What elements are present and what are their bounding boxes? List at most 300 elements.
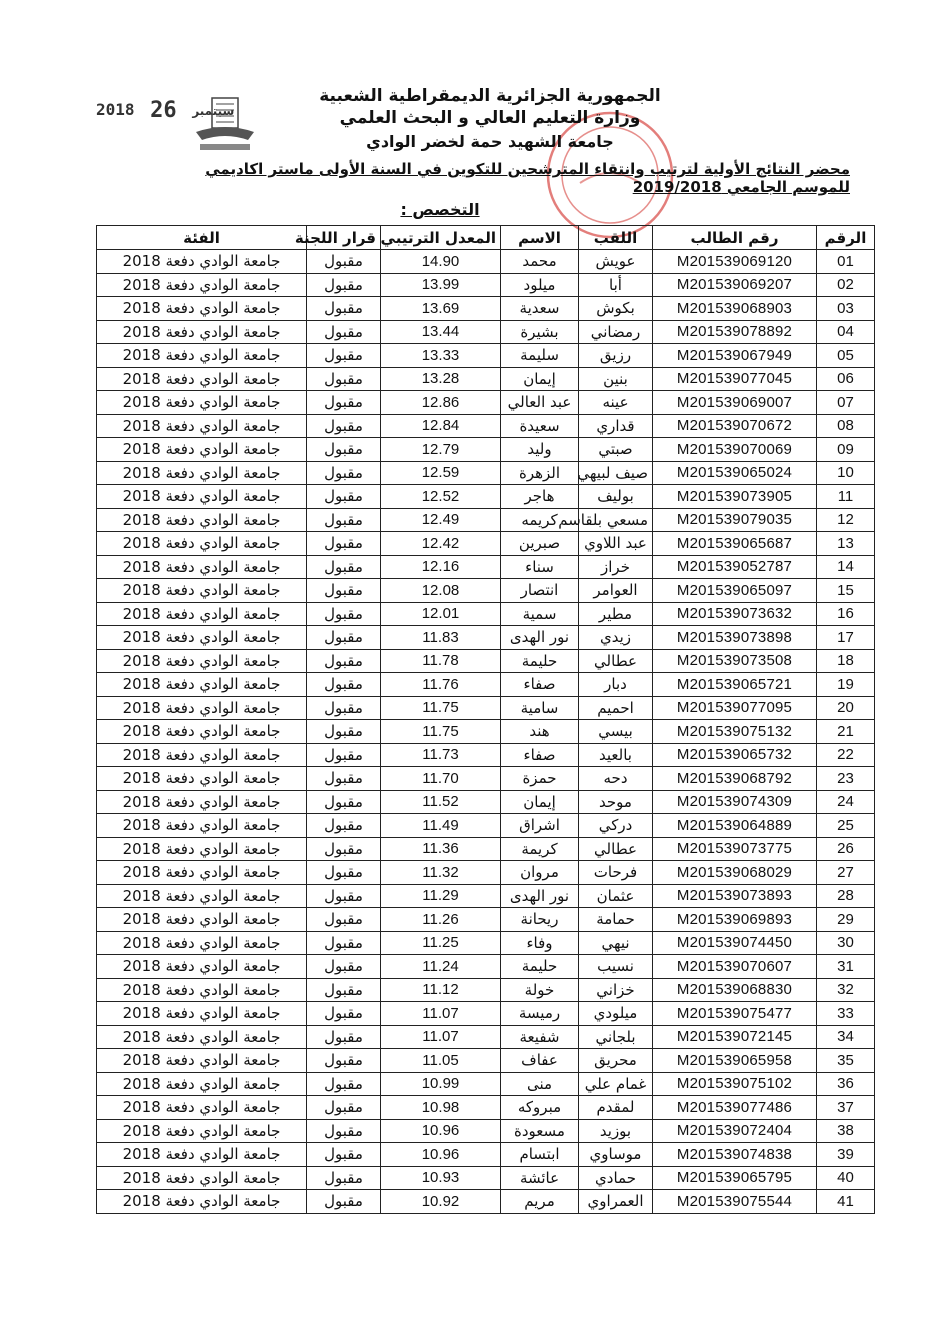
- cell-name: منى: [501, 1072, 579, 1096]
- cell-num: 28: [817, 884, 875, 908]
- cell-name: ميلود: [501, 273, 579, 297]
- cell-average: 10.99: [381, 1072, 501, 1096]
- cell-decision: مقبول: [307, 414, 381, 438]
- cell-average: 11.24: [381, 955, 501, 979]
- cell-decision: مقبول: [307, 1072, 381, 1096]
- cell-surname: موساوي: [579, 1143, 653, 1167]
- cell-num: 02: [817, 273, 875, 297]
- table-row: [97, 931, 875, 955]
- cell-surname: لمقدم: [579, 1096, 653, 1120]
- cell-decision: مقبول: [307, 461, 381, 485]
- cell-surname: قداري: [579, 414, 653, 438]
- cell-student-id: M201539075544: [653, 1190, 817, 1214]
- cell-num: 17: [817, 626, 875, 650]
- cell-num: 27: [817, 861, 875, 885]
- cell-surname: العوامر: [579, 579, 653, 603]
- cell-surname: عطالي: [579, 837, 653, 861]
- cell-average: 11.75: [381, 696, 501, 720]
- cell-category: جامعة الوادي دفعة 2018: [97, 250, 307, 274]
- cell-num: 29: [817, 908, 875, 932]
- cell-num: 05: [817, 344, 875, 368]
- cell-category: جامعة الوادي دفعة 2018: [97, 1002, 307, 1026]
- cell-student-id: M201539065732: [653, 743, 817, 767]
- cell-surname: حمادي: [579, 1166, 653, 1190]
- cell-category: جامعة الوادي دفعة 2018: [97, 414, 307, 438]
- table-row: [97, 579, 875, 603]
- cell-num: 13: [817, 532, 875, 556]
- cell-student-id: M201539073893: [653, 884, 817, 908]
- cell-average: 12.52: [381, 485, 501, 509]
- cell-average: 12.49: [381, 508, 501, 532]
- cell-num: 10: [817, 461, 875, 485]
- cell-name: صبرين: [501, 532, 579, 556]
- cell-student-id: M201539065721: [653, 673, 817, 697]
- cell-category: جامعة الوادي دفعة 2018: [97, 1166, 307, 1190]
- cell-category: جامعة الوادي دفعة 2018: [97, 720, 307, 744]
- cell-name: اشراق: [501, 814, 579, 838]
- cell-decision: مقبول: [307, 320, 381, 344]
- cell-name: حليمة: [501, 955, 579, 979]
- cell-average: 12.42: [381, 532, 501, 556]
- cell-num: 39: [817, 1143, 875, 1167]
- cell-decision: مقبول: [307, 837, 381, 861]
- cell-average: 12.84: [381, 414, 501, 438]
- cell-category: جامعة الوادي دفعة 2018: [97, 743, 307, 767]
- cell-num: 37: [817, 1096, 875, 1120]
- cell-student-id: M201539070069: [653, 438, 817, 462]
- cell-name: إيمان: [501, 367, 579, 391]
- cell-average: 12.79: [381, 438, 501, 462]
- cell-average: 14.90: [381, 250, 501, 274]
- cell-category: جامعة الوادي دفعة 2018: [97, 978, 307, 1002]
- cell-average: 11.73: [381, 743, 501, 767]
- cell-category: جامعة الوادي دفعة 2018: [97, 884, 307, 908]
- cell-num: 07: [817, 391, 875, 415]
- cell-num: 11: [817, 485, 875, 509]
- cell-name: عائشة: [501, 1166, 579, 1190]
- cell-average: 10.96: [381, 1143, 501, 1167]
- cell-student-id: M201539068830: [653, 978, 817, 1002]
- table-row: [97, 673, 875, 697]
- cell-decision: مقبول: [307, 344, 381, 368]
- cell-decision: مقبول: [307, 931, 381, 955]
- cell-category: جامعة الوادي دفعة 2018: [97, 767, 307, 791]
- table-row: [97, 720, 875, 744]
- cell-num: 38: [817, 1119, 875, 1143]
- cell-name: مروان: [501, 861, 579, 885]
- cell-decision: مقبول: [307, 673, 381, 697]
- table-row: [97, 602, 875, 626]
- cell-category: جامعة الوادي دفعة 2018: [97, 555, 307, 579]
- table-row: [97, 461, 875, 485]
- cell-student-id: M201539073632: [653, 602, 817, 626]
- table-row: [97, 908, 875, 932]
- cell-num: 26: [817, 837, 875, 861]
- cell-category: جامعة الوادي دفعة 2018: [97, 344, 307, 368]
- cell-decision: مقبول: [307, 1096, 381, 1120]
- cell-decision: مقبول: [307, 1166, 381, 1190]
- date-year: 2018: [96, 100, 135, 119]
- cell-decision: مقبول: [307, 1190, 381, 1214]
- cell-category: جامعة الوادي دفعة 2018: [97, 461, 307, 485]
- cell-student-id: M201539070672: [653, 414, 817, 438]
- table-row: [97, 861, 875, 885]
- cell-student-id: M201539074450: [653, 931, 817, 955]
- cell-num: 32: [817, 978, 875, 1002]
- cell-decision: مقبول: [307, 250, 381, 274]
- table-row: [97, 555, 875, 579]
- cell-student-id: M201539074838: [653, 1143, 817, 1167]
- cell-decision: مقبول: [307, 978, 381, 1002]
- cell-student-id: M201539068903: [653, 297, 817, 321]
- table-row: [97, 250, 875, 274]
- cell-category: جامعة الوادي دفعة 2018: [97, 1049, 307, 1073]
- cell-average: 11.05: [381, 1049, 501, 1073]
- col-header-average: المعدل الترتيبي: [381, 226, 501, 250]
- table-row: [97, 955, 875, 979]
- table-row: [97, 320, 875, 344]
- cell-name: ريحانة: [501, 908, 579, 932]
- cell-num: 04: [817, 320, 875, 344]
- cell-average: 11.83: [381, 626, 501, 650]
- cell-surname: زيدي: [579, 626, 653, 650]
- cell-decision: مقبول: [307, 391, 381, 415]
- cell-surname: رزيق: [579, 344, 653, 368]
- cell-student-id: M201539075132: [653, 720, 817, 744]
- table-row: [97, 696, 875, 720]
- cell-student-id: M201539052787: [653, 555, 817, 579]
- cell-average: 11.75: [381, 720, 501, 744]
- cell-student-id: M201539068792: [653, 767, 817, 791]
- cell-surname: فرحات: [579, 861, 653, 885]
- table-row: [97, 767, 875, 791]
- cell-surname: عينه: [579, 391, 653, 415]
- table-row: [97, 1072, 875, 1096]
- cell-decision: مقبول: [307, 790, 381, 814]
- cell-decision: مقبول: [307, 908, 381, 932]
- table-row: [97, 1002, 875, 1026]
- col-header-category: الفئة: [97, 226, 307, 250]
- cell-category: جامعة الوادي دفعة 2018: [97, 485, 307, 509]
- cell-category: جامعة الوادي دفعة 2018: [97, 790, 307, 814]
- cell-category: جامعة الوادي دفعة 2018: [97, 602, 307, 626]
- table-row: [97, 837, 875, 861]
- cell-name: كريمه: [501, 508, 579, 532]
- cell-decision: مقبول: [307, 955, 381, 979]
- cell-decision: مقبول: [307, 532, 381, 556]
- cell-num: 40: [817, 1166, 875, 1190]
- table-row: [97, 790, 875, 814]
- cell-average: 13.99: [381, 273, 501, 297]
- cell-decision: مقبول: [307, 696, 381, 720]
- cell-decision: مقبول: [307, 767, 381, 791]
- cell-name: محمد: [501, 250, 579, 274]
- table-row: [97, 1166, 875, 1190]
- cell-name: مريم: [501, 1190, 579, 1214]
- cell-student-id: M201539064889: [653, 814, 817, 838]
- cell-name: حمزة: [501, 767, 579, 791]
- cell-surname: رمضاني: [579, 320, 653, 344]
- cell-category: جامعة الوادي دفعة 2018: [97, 1025, 307, 1049]
- cell-name: انتصار: [501, 579, 579, 603]
- document-header: [0, 0, 950, 230]
- cell-student-id: M201539065687: [653, 532, 817, 556]
- cell-num: 20: [817, 696, 875, 720]
- cell-average: 13.69: [381, 297, 501, 321]
- cell-category: جامعة الوادي دفعة 2018: [97, 320, 307, 344]
- cell-student-id: M201539069120: [653, 250, 817, 274]
- table-row: [97, 884, 875, 908]
- cell-decision: مقبول: [307, 884, 381, 908]
- cell-category: جامعة الوادي دفعة 2018: [97, 837, 307, 861]
- cell-category: جامعة الوادي دفعة 2018: [97, 673, 307, 697]
- cell-surname: موحد: [579, 790, 653, 814]
- cell-surname: خزاني: [579, 978, 653, 1002]
- cell-surname: عثمان: [579, 884, 653, 908]
- cell-decision: مقبول: [307, 1049, 381, 1073]
- cell-student-id: M201539075102: [653, 1072, 817, 1096]
- cell-student-id: M201539067949: [653, 344, 817, 368]
- cell-average: 11.26: [381, 908, 501, 932]
- cell-decision: مقبول: [307, 1119, 381, 1143]
- cell-category: جامعة الوادي دفعة 2018: [97, 1072, 307, 1096]
- cell-name: الزهرة: [501, 461, 579, 485]
- cell-average: 11.07: [381, 1025, 501, 1049]
- cell-category: جامعة الوادي دفعة 2018: [97, 649, 307, 673]
- cell-category: جامعة الوادي دفعة 2018: [97, 273, 307, 297]
- cell-surname: محريق: [579, 1049, 653, 1073]
- cell-name: هاجر: [501, 485, 579, 509]
- cell-student-id: M201539065958: [653, 1049, 817, 1073]
- table-header-row: [97, 226, 875, 250]
- cell-decision: مقبول: [307, 438, 381, 462]
- cell-name: صفاء: [501, 743, 579, 767]
- cell-decision: مقبول: [307, 743, 381, 767]
- table-row: [97, 814, 875, 838]
- cell-category: جامعة الوادي دفعة 2018: [97, 814, 307, 838]
- cell-student-id: M201539078892: [653, 320, 817, 344]
- cell-num: 33: [817, 1002, 875, 1026]
- table-row: [97, 1190, 875, 1214]
- cell-decision: مقبول: [307, 814, 381, 838]
- cell-average: 11.49: [381, 814, 501, 838]
- cell-decision: مقبول: [307, 861, 381, 885]
- cell-decision: مقبول: [307, 485, 381, 509]
- table-row: [97, 1025, 875, 1049]
- cell-name: مسعودة: [501, 1119, 579, 1143]
- cell-num: 31: [817, 955, 875, 979]
- university-line: جامعة الشهيد حمة لخضر الوادي: [366, 132, 614, 151]
- cell-average: 11.25: [381, 931, 501, 955]
- cell-student-id: M201539068029: [653, 861, 817, 885]
- cell-num: 18: [817, 649, 875, 673]
- cell-name: شفيعة: [501, 1025, 579, 1049]
- cell-average: 12.59: [381, 461, 501, 485]
- cell-decision: مقبول: [307, 626, 381, 650]
- cell-student-id: M201539073898: [653, 626, 817, 650]
- cell-surname: صيف لبيهي: [579, 461, 653, 485]
- cell-average: 12.86: [381, 391, 501, 415]
- cell-average: 11.52: [381, 790, 501, 814]
- cell-category: جامعة الوادي دفعة 2018: [97, 696, 307, 720]
- cell-surname: مسعي بلقاسم: [579, 508, 653, 532]
- cell-student-id: M201539070607: [653, 955, 817, 979]
- cell-category: جامعة الوادي دفعة 2018: [97, 367, 307, 391]
- cell-student-id: M201539072145: [653, 1025, 817, 1049]
- cell-name: نور الهدى: [501, 626, 579, 650]
- cell-surname: صبتي: [579, 438, 653, 462]
- cell-name: كريمة: [501, 837, 579, 861]
- cell-student-id: M201539077486: [653, 1096, 817, 1120]
- cell-student-id: M201539077095: [653, 696, 817, 720]
- cell-average: 12.16: [381, 555, 501, 579]
- cell-student-id: M201539079035: [653, 508, 817, 532]
- table-row: [97, 743, 875, 767]
- cell-average: 13.28: [381, 367, 501, 391]
- col-header-student-id: رقم الطالب: [653, 226, 817, 250]
- cell-category: جامعة الوادي دفعة 2018: [97, 908, 307, 932]
- table-row: [97, 1049, 875, 1073]
- cell-decision: مقبول: [307, 1002, 381, 1026]
- cell-surname: بالعيد: [579, 743, 653, 767]
- cell-name: مبروكه: [501, 1096, 579, 1120]
- cell-name: وفاء: [501, 931, 579, 955]
- cell-num: 36: [817, 1072, 875, 1096]
- table-row: [97, 273, 875, 297]
- cell-average: 11.70: [381, 767, 501, 791]
- cell-average: 11.78: [381, 649, 501, 673]
- cell-name: سناء: [501, 555, 579, 579]
- cell-surname: عطالي: [579, 649, 653, 673]
- cell-decision: مقبول: [307, 649, 381, 673]
- cell-name: سمية: [501, 602, 579, 626]
- cell-name: سعدية: [501, 297, 579, 321]
- cell-student-id: M201539065795: [653, 1166, 817, 1190]
- cell-surname: خراز: [579, 555, 653, 579]
- cell-decision: مقبول: [307, 297, 381, 321]
- cell-category: جامعة الوادي دفعة 2018: [97, 438, 307, 462]
- cell-num: 09: [817, 438, 875, 462]
- cell-num: 25: [817, 814, 875, 838]
- cell-average: 13.44: [381, 320, 501, 344]
- results-table: [96, 225, 875, 1214]
- cell-num: 24: [817, 790, 875, 814]
- table-row: [97, 649, 875, 673]
- table-row: [97, 485, 875, 509]
- cell-surname: احميم: [579, 696, 653, 720]
- cell-name: نور الهدى: [501, 884, 579, 908]
- cell-average: 11.12: [381, 978, 501, 1002]
- ministry-line: وزارة التعليم العالي و البحث العلمي: [339, 108, 641, 128]
- cell-category: جامعة الوادي دفعة 2018: [97, 931, 307, 955]
- col-header-decision: قرار اللجنة: [307, 226, 381, 250]
- cell-category: جامعة الوادي دفعة 2018: [97, 1190, 307, 1214]
- cell-decision: مقبول: [307, 508, 381, 532]
- cell-category: جامعة الوادي دفعة 2018: [97, 955, 307, 979]
- table-row: [97, 532, 875, 556]
- cell-student-id: M201539073775: [653, 837, 817, 861]
- cell-surname: دبار: [579, 673, 653, 697]
- cell-student-id: M201539069007: [653, 391, 817, 415]
- cell-student-id: M201539077045: [653, 367, 817, 391]
- cell-name: سعيدة: [501, 414, 579, 438]
- cell-num: 06: [817, 367, 875, 391]
- cell-average: 10.92: [381, 1190, 501, 1214]
- cell-name: بشيرة: [501, 320, 579, 344]
- cell-average: 11.07: [381, 1002, 501, 1026]
- cell-name: حليمة: [501, 649, 579, 673]
- table-row: [97, 367, 875, 391]
- cell-student-id: M201539074309: [653, 790, 817, 814]
- table-row: [97, 297, 875, 321]
- cell-num: 35: [817, 1049, 875, 1073]
- table-row: [97, 626, 875, 650]
- table-row: [97, 438, 875, 462]
- cell-surname: عبد اللاوي: [579, 532, 653, 556]
- cell-surname: نيهي: [579, 931, 653, 955]
- cell-decision: مقبول: [307, 602, 381, 626]
- cell-name: سامية: [501, 696, 579, 720]
- date-month: سبتمبر: [192, 104, 235, 118]
- table-row: [97, 414, 875, 438]
- cell-surname: مطير: [579, 602, 653, 626]
- cell-category: جامعة الوادي دفعة 2018: [97, 297, 307, 321]
- cell-average: 11.29: [381, 884, 501, 908]
- table-row: [97, 344, 875, 368]
- table-row: [97, 508, 875, 532]
- cell-decision: مقبول: [307, 273, 381, 297]
- col-header-surname: اللقب: [579, 226, 653, 250]
- cell-surname: أبا: [579, 273, 653, 297]
- specialty-label: التخصص :: [400, 200, 480, 219]
- cell-surname: بيسي: [579, 720, 653, 744]
- cell-decision: مقبول: [307, 1025, 381, 1049]
- table-row: [97, 1096, 875, 1120]
- cell-decision: مقبول: [307, 720, 381, 744]
- cell-category: جامعة الوادي دفعة 2018: [97, 626, 307, 650]
- cell-num: 23: [817, 767, 875, 791]
- cell-surname: دركي: [579, 814, 653, 838]
- cell-decision: مقبول: [307, 1143, 381, 1167]
- cell-category: جامعة الوادي دفعة 2018: [97, 1143, 307, 1167]
- document-title: محضر النتائج الأولية لترتيب وانتقاء المترشحين للتكوين في السنة الأولى ماستر اكاديمي للموسم الجامعي 2019/2018: [205, 160, 850, 196]
- cell-student-id: M201539069207: [653, 273, 817, 297]
- cell-category: جامعة الوادي دفعة 2018: [97, 1119, 307, 1143]
- table-row: [97, 391, 875, 415]
- table-row: [97, 1143, 875, 1167]
- cell-student-id: M201539065024: [653, 461, 817, 485]
- cell-average: 12.08: [381, 579, 501, 603]
- cell-surname: حمامة: [579, 908, 653, 932]
- cell-num: 22: [817, 743, 875, 767]
- cell-num: 14: [817, 555, 875, 579]
- cell-name: هند: [501, 720, 579, 744]
- cell-decision: مقبول: [307, 555, 381, 579]
- cell-num: 34: [817, 1025, 875, 1049]
- cell-surname: العمراوي: [579, 1190, 653, 1214]
- cell-average: 10.96: [381, 1119, 501, 1143]
- cell-num: 41: [817, 1190, 875, 1214]
- cell-name: خولة: [501, 978, 579, 1002]
- cell-surname: بوليف: [579, 485, 653, 509]
- cell-surname: بنين: [579, 367, 653, 391]
- cell-num: 08: [817, 414, 875, 438]
- cell-student-id: M201539069893: [653, 908, 817, 932]
- cell-average: 11.76: [381, 673, 501, 697]
- cell-surname: دحه: [579, 767, 653, 791]
- cell-name: عفاف: [501, 1049, 579, 1073]
- cell-category: جامعة الوادي دفعة 2018: [97, 391, 307, 415]
